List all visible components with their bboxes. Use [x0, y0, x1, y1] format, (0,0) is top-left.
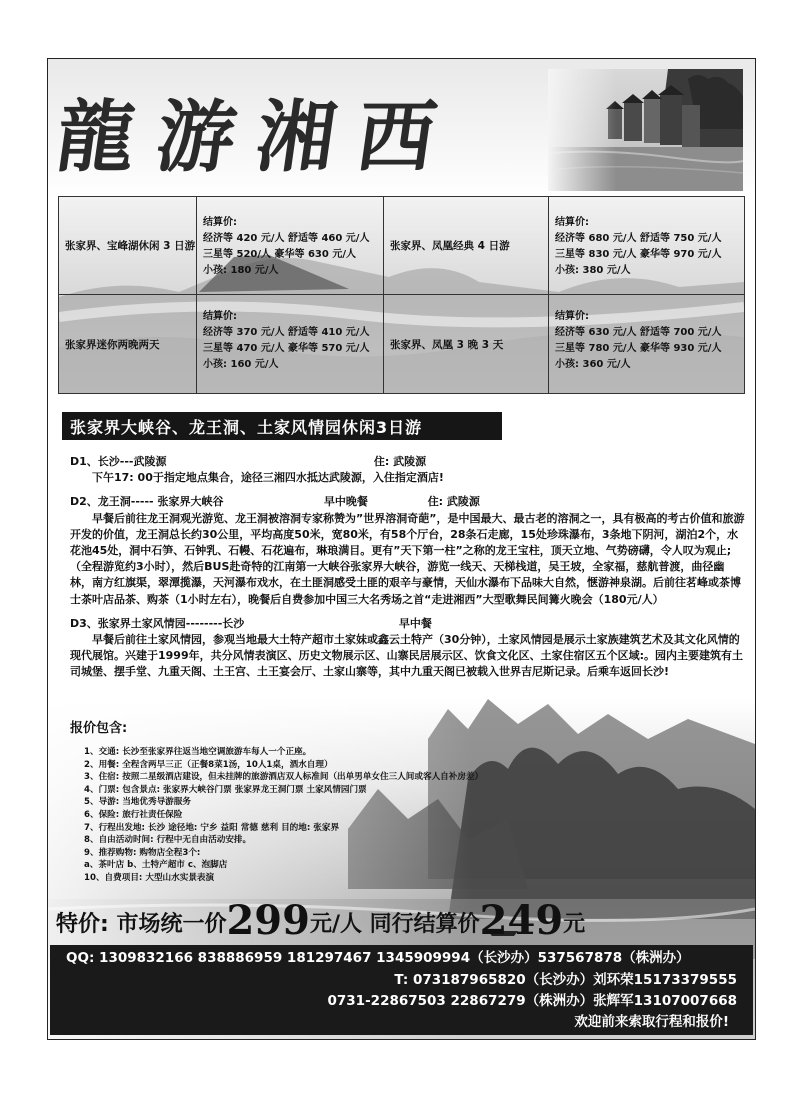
price-block: [197, 295, 384, 393]
price-line: 小孩: 380 元/人: [555, 265, 631, 276]
price-line: 经济等 680 元/人 舒适等 750 元/人: [555, 233, 722, 244]
riverside-town-photo: [548, 69, 743, 191]
list-item: 3、住宿: 按照二星级酒店建设，但未挂牌的旅游酒店双人标准间（出单男单女住三人间或客人自补房差）: [84, 772, 484, 783]
price-block: [197, 197, 384, 295]
price-line: 三星等 830 元/人 豪华等 970 元/人: [555, 249, 722, 260]
trade-price: 249: [479, 897, 564, 944]
price-block: [549, 295, 744, 393]
market-price: 299: [226, 897, 310, 944]
day1-route: D1、长沙---武陵源: [70, 455, 167, 468]
tour-name: 张家界迷你两晚两天: [59, 295, 197, 393]
price-label: 结算价:: [203, 217, 237, 228]
poster-title: 龍游湘西: [50, 92, 464, 183]
list-item: 7、行程出发地: 长沙 途径地: 宁乡 益阳 常德 慈利 目的地: 张家界: [84, 822, 340, 833]
day1-header: [70, 454, 745, 470]
price-line: 小孩: 360 元/人: [555, 359, 631, 370]
tour-banner: 张家界大峡谷、龙王洞、土家风情园休闲3日游: [62, 412, 502, 440]
list-item: 10、自费项目: 大型山水实景表演: [84, 872, 215, 883]
special-prefix: 特价: 市场统一价: [56, 912, 227, 937]
tour-name: 张家界、凤凰经典 4 日游: [384, 197, 549, 295]
day2-meals: 早中晚餐: [323, 495, 368, 509]
price-line: 经济等 370 元/人 舒适等 410 元/人: [203, 327, 370, 338]
day3-header: [70, 616, 745, 632]
price-label: 结算价:: [555, 217, 589, 228]
day1-description: 下午17: 00于指定地点集合，途径三湘四水抵达武陵源，入住指定酒店!: [92, 471, 444, 485]
price-line: 三星等 470 元/人 豪华等 570 元/人: [203, 343, 370, 354]
inclusions-title: 报价包含:: [70, 721, 128, 736]
inclusions-list: [70, 746, 520, 885]
list-item: 8、自由活动时间: 行程中无自由活动安排。: [84, 835, 252, 846]
list-item: 1、交通: 长沙至张家界往返当地空调旅游车每人一个正座。: [84, 747, 312, 757]
day1-stay: 住: 武陵源: [373, 455, 427, 468]
day2-route: D2、龙王洞----- 张家界大峡谷: [70, 495, 224, 509]
list-item: 4、门票: 包含景点: 张家界大峡谷门票 张家界龙王洞门票 土家风情园门票: [84, 784, 367, 795]
header: [48, 59, 755, 199]
price-label: 结算价:: [203, 311, 237, 322]
list-item: 5、导游: 当地优秀导游服务: [84, 797, 191, 808]
price-table: [58, 196, 745, 394]
contact-zhuzhou: 0731-22867503 22867279（株洲办）张辉军13107007668: [327, 993, 737, 1009]
price-line: 小孩: 180 元/人: [203, 265, 279, 276]
price-line: 小孩: 160 元/人: [203, 359, 279, 370]
price-line: 经济等 630 元/人 舒适等 700 元/人: [555, 327, 722, 338]
list-item: 2、用餐: 全程含两早三正（正餐8菜1汤，10人1桌，酒水自理）: [84, 759, 333, 770]
contact-qq: QQ: 1309832166 838886959 181297467 1345909994（长沙办）537567878（株洲办）: [66, 950, 690, 966]
contact-changsha: T: 073187965820（长沙办）刘环荣15173379555: [394, 972, 737, 988]
tour-name: 张家界、凤凰 3 晚 3 天: [384, 295, 549, 393]
poster: [47, 58, 756, 1040]
day3-meals: 早中餐: [398, 616, 432, 630]
day3-description: 早餐后前往土家风情园，参观当地最大土特产超市土家妹或鑫云土特产（30分钟），土家风情园是展示土家族建筑艺术及其文化风情的现代展馆。兴建于1999年，共分风情表演区、历史文物展示区、山寨民居展示区、饮食文化区、土家住宿区五个区域:。园内主要建筑有土司城堡、摆手堂、九重天阁、土王宫、土王宴会厅、土家山寨等，其中九重天阁已被载入世界吉尼斯记录。后乘车返回长沙!: [70, 633, 744, 679]
contact-welcome: 欢迎前来索取行程和报价!: [574, 1014, 729, 1030]
price-line: 三星等 520/人 豪华等 630 元/人: [203, 249, 356, 260]
list-item: 9、推荐购物: 购物店全程3个:: [84, 847, 201, 858]
special-mid: 元/人 同行结算价: [309, 912, 480, 937]
contact-bar: [50, 945, 753, 1035]
day2-header: [70, 494, 745, 510]
price-line: 经济等 420 元/人 舒适等 460 元/人: [203, 233, 370, 244]
special-price-line: [56, 897, 756, 944]
special-suffix: 元: [563, 912, 586, 937]
list-item: 6、保险: 旅行社责任保险: [84, 809, 183, 820]
list-item: a、茶叶店 b、土特产超市 c、泡脚店: [84, 860, 228, 871]
price-label: 结算价:: [555, 311, 589, 322]
day3-route: D3、张家界土家风情园--------长沙: [70, 616, 245, 630]
day2-description: 早餐后前往龙王洞观光游览、龙王洞被溶洞专家称赞为”世界溶洞奇葩”，是中国最大、最古老的溶洞之一，具有极高的考古价值和旅游开发的价值，龙王洞总长约30公里，平均高度50米，宽80米，有58个厅台，28条石走廊，15处珍珠瀑布，3条地下阴河，湖泊2个，水花池45处，洞中石笋、石钟乳、石幔、石花遍布，琳琅满目。更有”天下第一柱”之称的龙王宝柱，顶天立地、气势磅礴，令人叹为观止;（全程游览约3小时），然后BUS赴奇特的江南第一大峡谷张家界大峡谷，游览一线天、天梯栈道，吴王坡，全家福，慈航普渡，曲径幽林，南方红旗渠，翠潭揽瀑，天河瀑布戏水，在土匪洞感受土匪的艰辛与豪情，天仙水瀑布下品味大自然，惬游神泉湖。后前往茗峰或茶博士茶叶店品茶、购茶（1小时左右），晚餐后自费参加中国三大名秀场之首“走进湘西”大型歌舞民间篝火晚会（180元/人）: [70, 511, 745, 606]
price-inclusions: [70, 717, 520, 885]
price-line: 三星等 780 元/人 豪华等 930 元/人: [555, 343, 722, 354]
price-block: [549, 197, 744, 295]
itinerary: [70, 454, 745, 681]
day2-stay: 住: 武陵源: [427, 495, 480, 509]
tour-name: 张家界、宝峰湖休闲 3 日游: [59, 197, 197, 295]
